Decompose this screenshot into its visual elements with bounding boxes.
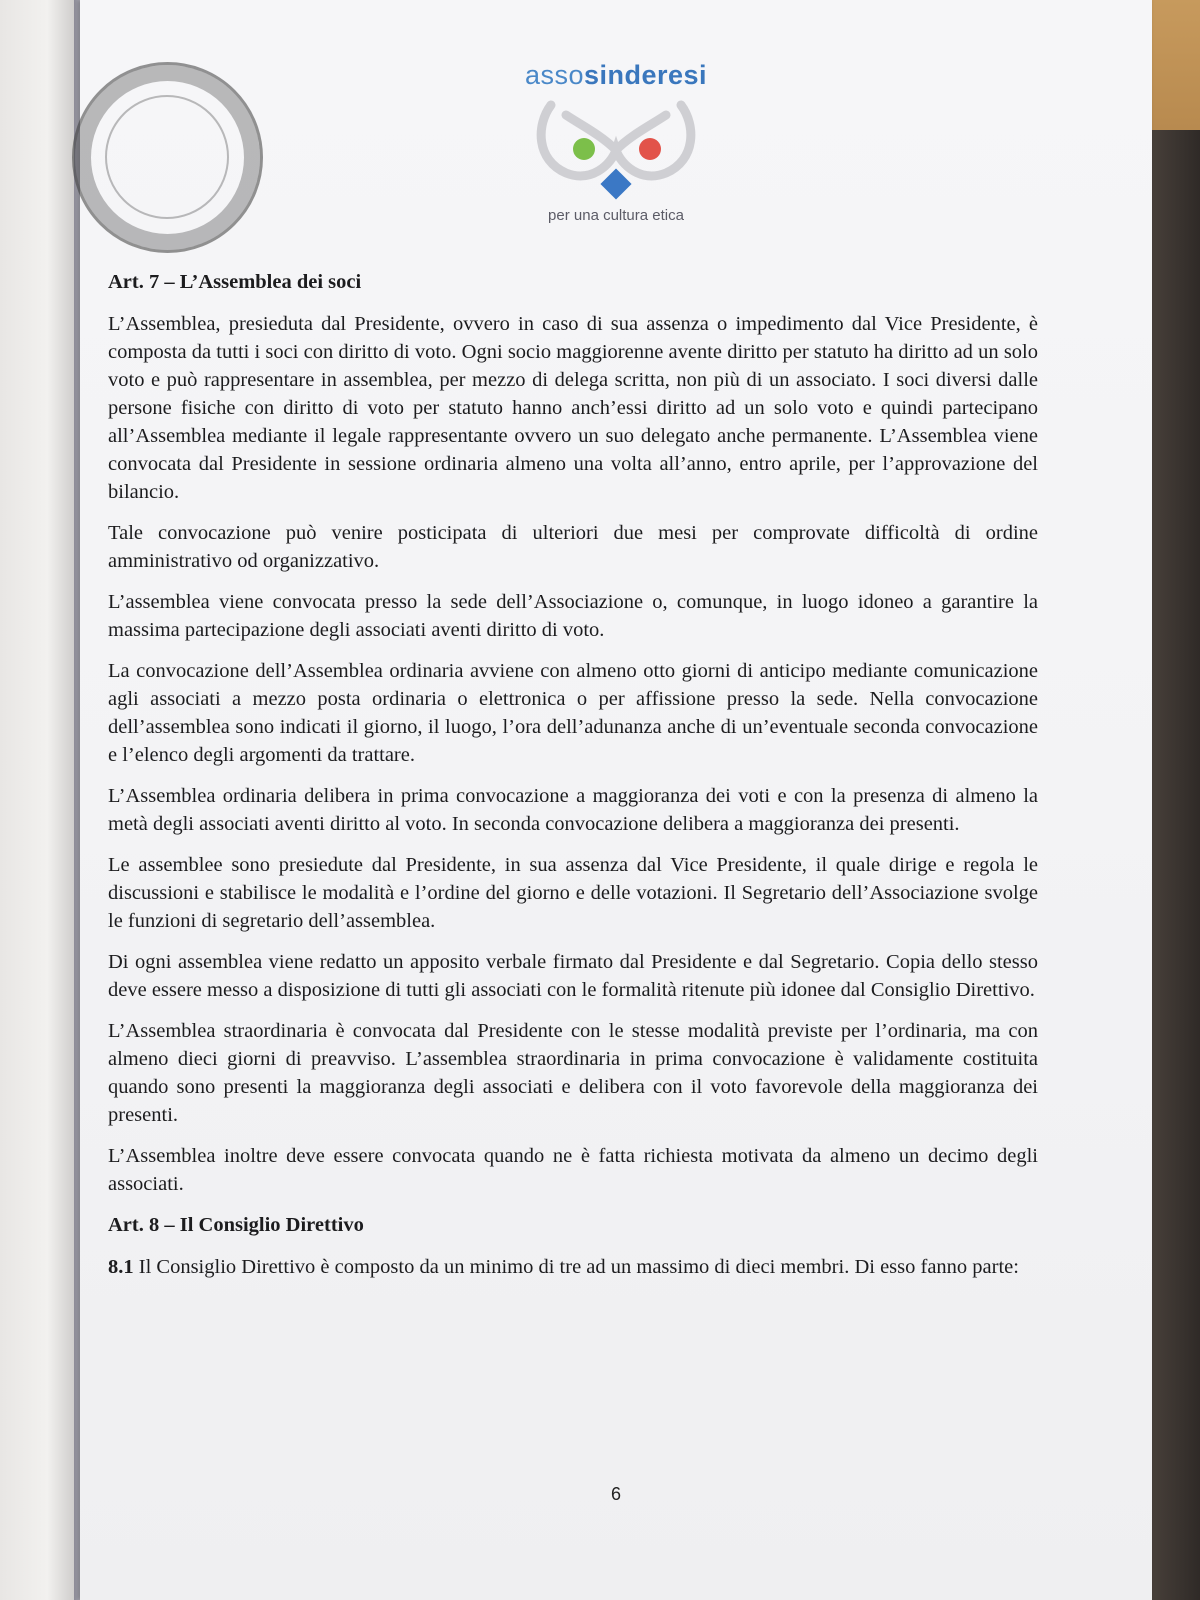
logo-mark-icon <box>531 95 701 205</box>
article-7-paragraph: L’Assemblea straordinaria è convocata dal Presidente con le stesse modalità previste per l’ordinaria, ma con almeno dieci giorni di preavviso. L’assemblea straordinaria in prima convocazione è validamente costituita quando sono presenti la maggioranza degli associati e delibera con il voto favorevole della maggioranza dei presenti. <box>108 1020 1038 1126</box>
logo-tagline: per una cultura etica <box>548 207 684 224</box>
page-number: 6 <box>610 1484 621 1504</box>
document-body <box>108 268 1038 1294</box>
article-7-paragraph: L’Assemblea inoltre deve essere convocata quando ne è fatta richiesta motivata da almeno un decimo degli associati. <box>108 1145 1038 1195</box>
article-7-paragraph: L’Assemblea, presieduta dal Presidente, ovvero in caso di sua assenza o impedimento dal Vice Presidente, è composta da tutti i soci con diritto di voto. Ogni socio maggiorenne avente diritto per statuto ha diritto ad un solo voto e può rappresentare in assemblea, per mezzo di delega scritta, non più di un associato. I soci diversi dalle persone fisiche con diritto di voto per statuto hanno anch’essi diritto ad un solo voto e quindi partecipano all’Assemblea mediante il legale rappresentante ovvero un suo delegato anche permanente. L’Assemblea viene convocata dal Presidente in sessione ordinaria almeno una volta all’anno, entro aprile, per l’approvazione del bilancio. <box>108 313 1038 503</box>
article-7-heading: Art. 7 – L’Assemblea dei soci <box>108 271 362 293</box>
article-7-paragraph: L’Assemblea ordinaria delibera in prima convocazione a maggioranza dei voti e con la presenza di almeno la metà degli associati aventi diritto al voto. In seconda convocazione delibera a maggioranza dei presenti. <box>108 785 1038 835</box>
logo-wordmark <box>80 60 1152 91</box>
article-7-paragraph: Le assemblee sono presiedute dal Presidente, in sua assenza dal Vice Presidente, il quale dirige e regola le discussioni e stabilisce le modalità e l’ordine del giorno e delle votazioni. Il Segretario dell’Associazione svolge le funzioni di segretario dell’assemblea. <box>108 854 1038 932</box>
desk-wood-corner <box>1152 0 1200 130</box>
logo-name-part2: sinderesi <box>583 60 708 90</box>
article-7-paragraph: Tale convocazione può venire posticipata di ulteriori due mesi per comprovate difficoltà di ordine amministrativo od organizzativo. <box>108 522 1038 572</box>
logo-green-dot <box>573 138 595 160</box>
article-7-paragraph: La convocazione dell’Assemblea ordinaria avviene con almeno otto giorni di anticipo mediante comunicazione agli associati a mezzo posta ordinaria o elettronica o per affissione presso la sede. Nella convocazione dell’assemblea sono indicati il giorno, il luogo, l’ora dell’adunanza anche di un’eventuale seconda convocazione e l’elenco degli argomenti da trattare. <box>108 660 1038 766</box>
logo-name-part1: asso <box>524 60 584 90</box>
article-7-paragraph: Di ogni assemblea viene redatto un apposito verbale firmato dal Presidente e dal Segretario. Copia dello stesso deve essere messo a disposizione di tutti gli associati con le formalità ritenute più idonee dal Consiglio Direttivo. <box>108 951 1038 1001</box>
logo-blue-diamond <box>600 168 631 199</box>
article-8-heading: Art. 8 – Il Consiglio Direttivo <box>108 1214 364 1236</box>
clause-text: Il Consiglio Direttivo è composto da un minimo di tre ad un massimo di dieci membri. Di esso fanno parte: <box>133 1256 1019 1278</box>
article-7-paragraph: L’assemblea viene convocata presso la sede dell’Associazione o, comunque, in luogo idoneo a garantire la massima partecipazione degli associati aventi diritto di voto. <box>108 591 1038 641</box>
organization-logo <box>80 60 1152 224</box>
article-8-clause <box>108 1253 1038 1281</box>
clause-number: 8.1 <box>108 1256 134 1278</box>
document-page <box>80 0 1152 1600</box>
logo-red-dot <box>639 138 661 160</box>
